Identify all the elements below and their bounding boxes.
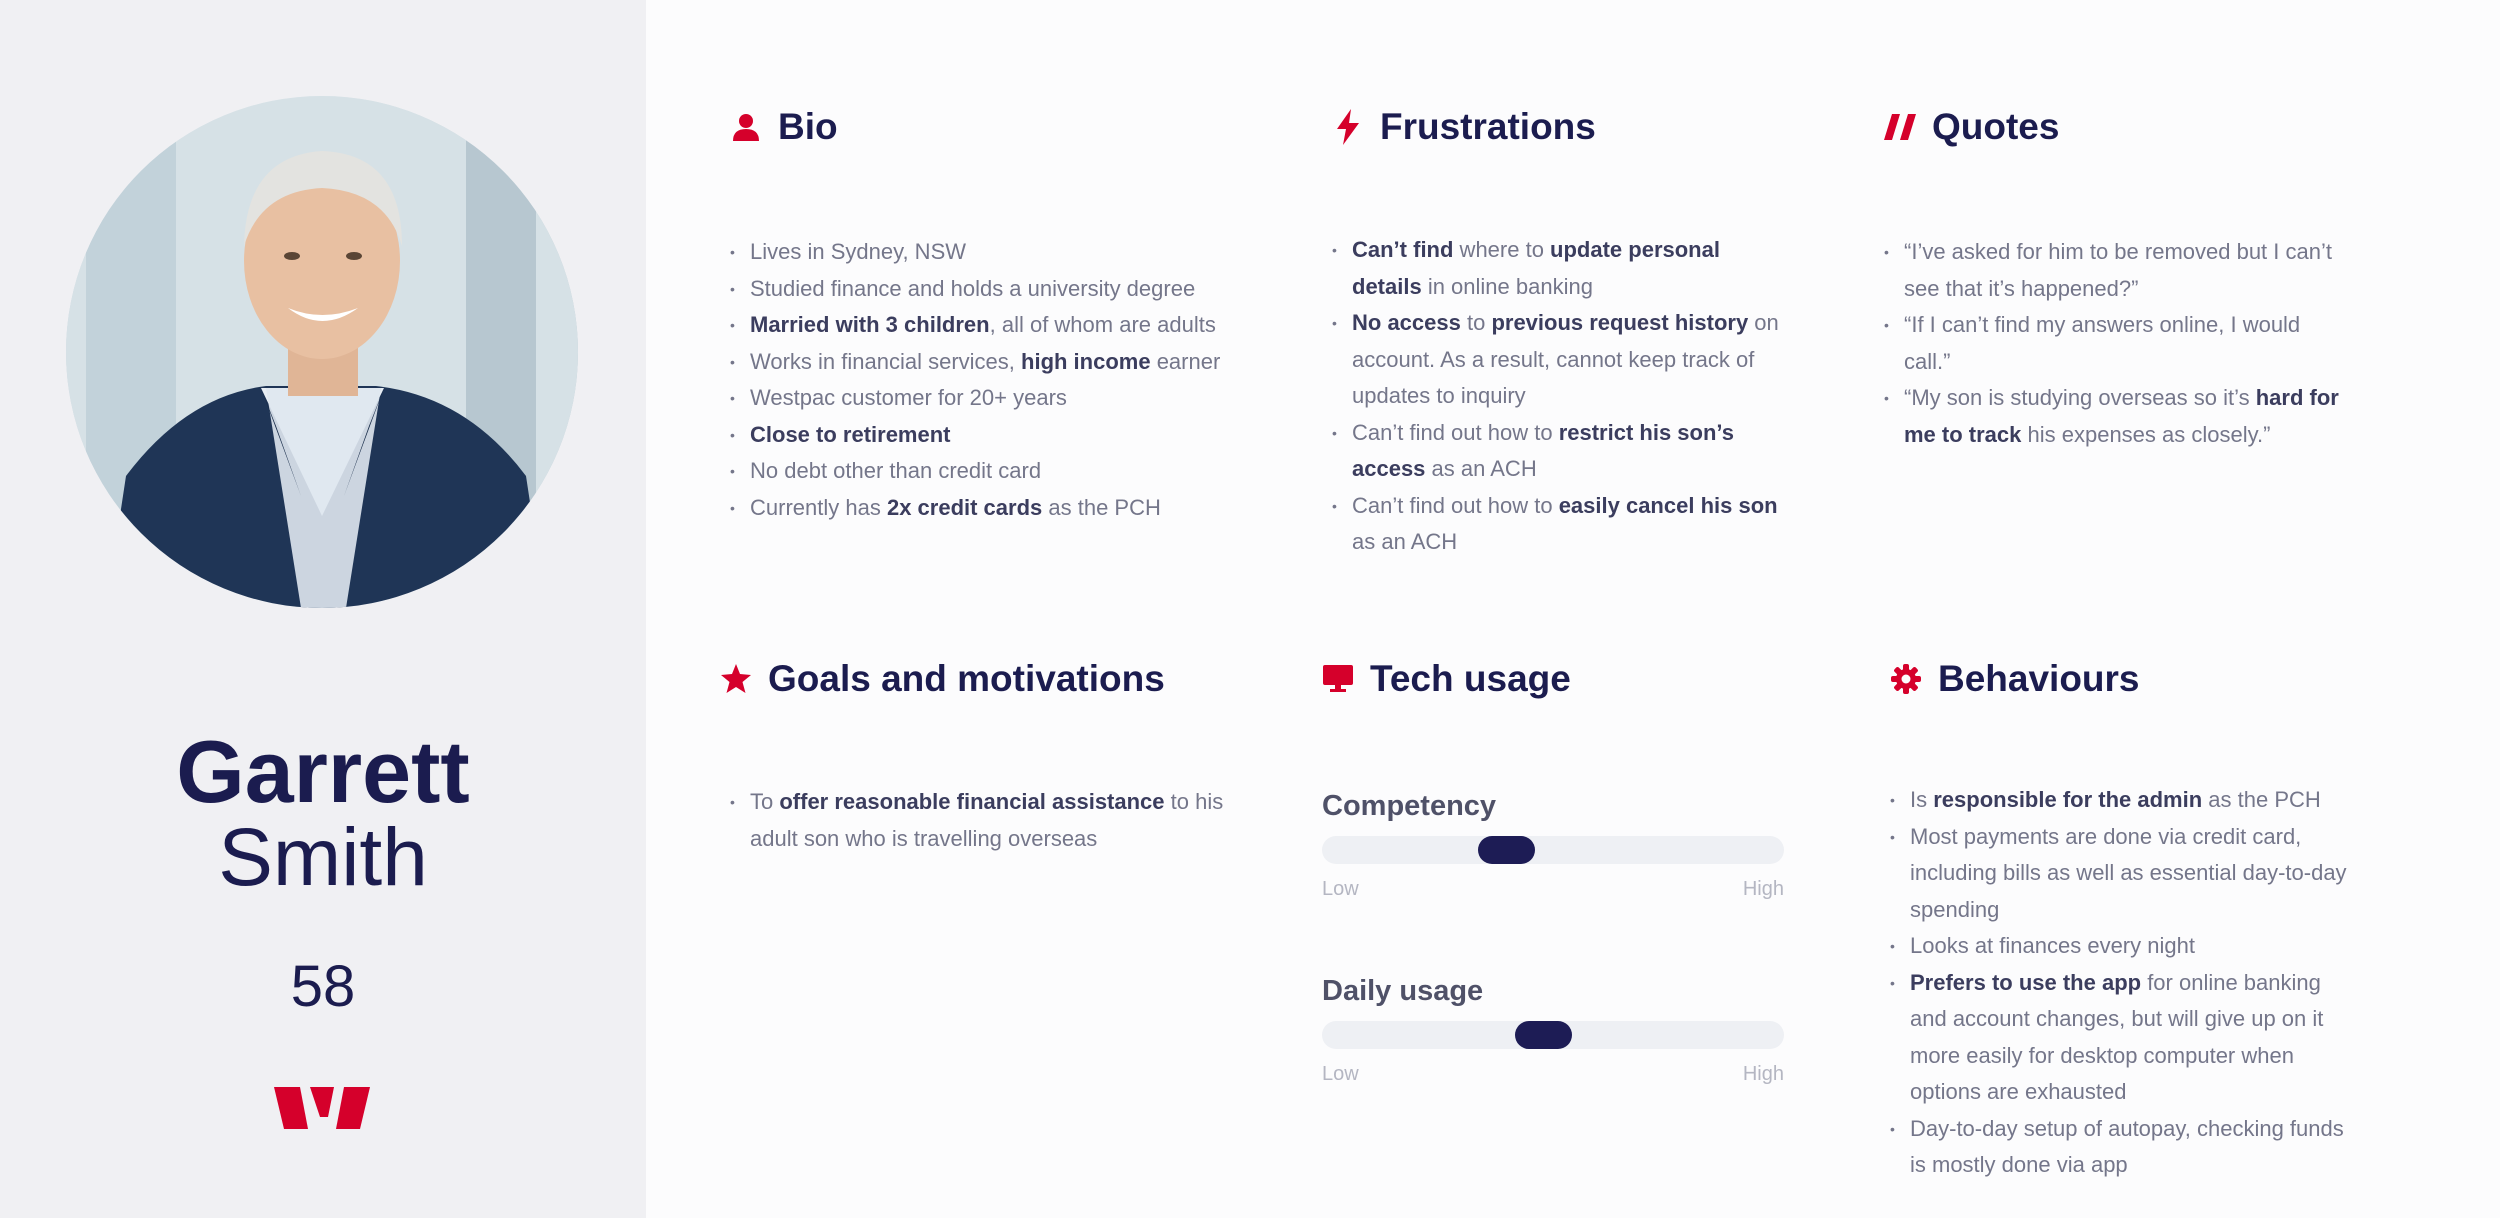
tech-meters	[1322, 788, 1802, 1086]
emphasis-text: No access	[1352, 310, 1461, 335]
item-text: “My son is studying overseas so it’s	[1904, 385, 2256, 410]
persona-last-name: Smith	[218, 812, 428, 903]
goals-list	[730, 784, 1240, 857]
emphasis-text: easily cancel his son	[1558, 492, 1778, 518]
meter-indicator	[1478, 836, 1535, 864]
frustrations-list	[1332, 232, 1792, 561]
frustrations-section	[1332, 102, 1792, 561]
behaviours-item	[1890, 928, 2350, 965]
item-text: Can’t find out how to	[1352, 419, 1559, 445]
bio-section	[730, 102, 1250, 526]
bio-item	[730, 380, 1250, 417]
persona-age: 58	[290, 954, 356, 1019]
westpac-logo	[274, 1087, 370, 1129]
bio-header	[730, 102, 1250, 152]
item-text: for online banking and account changes, but will give up on it more easily for desktop computer when options are exhausted	[1910, 969, 2324, 1104]
monitor-icon	[1322, 663, 1354, 695]
goals-item	[730, 784, 1240, 857]
emphasis-text: offer reasonable financial assistance	[779, 789, 1165, 814]
behaviours-header	[1890, 654, 2350, 704]
item-text: as an ACH	[1425, 456, 1537, 481]
meter-scale	[1322, 1063, 1784, 1086]
item-text: earner	[1150, 348, 1221, 374]
gear-icon	[1890, 663, 1922, 695]
person-icon	[730, 111, 762, 143]
persona-photo	[66, 96, 578, 608]
item-text: Is	[1910, 787, 1934, 812]
quotes-item	[1884, 380, 2344, 453]
bio-item	[730, 453, 1250, 490]
behaviours-section	[1890, 654, 2350, 1184]
bio-list	[730, 234, 1250, 526]
item-text: Currently has	[750, 494, 887, 520]
emphasis-text: Married with 3 children	[750, 312, 990, 337]
item-text: Lives in Sydney, NSW	[750, 239, 967, 264]
item-text: Most payments are done via credit card, including bills as well as essential day-to-day spending	[1910, 823, 2347, 922]
item-text: to his adult son who is travelling overseas	[750, 789, 1224, 851]
bio-item	[730, 271, 1250, 308]
emphasis-text: high income	[1021, 348, 1151, 374]
behaviours-title: Behaviours	[1938, 658, 2140, 699]
meter-high-label: High	[1742, 1063, 1784, 1085]
quotes-title: Quotes	[1932, 106, 2060, 147]
bio-item	[730, 490, 1250, 527]
meter-high-label: High	[1742, 878, 1784, 900]
meter-label: Daily usage	[1322, 975, 1484, 1007]
behaviours-list	[1890, 782, 2350, 1184]
item-text: on account. As a result, cannot keep track of updates to inquiry	[1352, 310, 1779, 408]
quote-icon	[1884, 111, 1916, 143]
item-text: Can’t find out how to	[1352, 492, 1559, 518]
meter-indicator	[1515, 1021, 1572, 1049]
item-text: Works in financial services,	[750, 348, 1022, 374]
bio-item	[730, 307, 1250, 344]
item-text: Westpac customer for 20+ years	[750, 385, 1067, 410]
persona-sidebar	[0, 0, 646, 1218]
behaviours-item	[1890, 819, 2350, 929]
meter-scale	[1322, 878, 1784, 901]
quotes-list	[1884, 234, 2344, 453]
tech-title: Tech usage	[1370, 658, 1571, 699]
goals-header	[720, 654, 1240, 704]
bio-item	[730, 234, 1250, 271]
tech-section	[1322, 654, 1802, 1086]
portrait-illustration	[66, 96, 578, 608]
frustrations-item	[1332, 232, 1792, 305]
usage-meter	[1322, 973, 1802, 1086]
goals-title: Goals and motivations	[768, 658, 1165, 699]
persona-first-name: Garrett	[176, 722, 470, 821]
frustrations-item	[1332, 305, 1792, 415]
meter-low-label: Low	[1322, 1063, 1359, 1085]
item-text: “I’ve asked for him to be removed but I can’t see that it’s happened?”	[1904, 239, 2332, 301]
emphasis-text: Close to retirement	[750, 421, 951, 447]
usage-meter	[1322, 788, 1802, 901]
emphasis-text: Prefers to use the app	[1910, 969, 2142, 995]
item-text: No debt other than credit card	[750, 458, 1042, 483]
bio-title: Bio	[778, 106, 838, 147]
meter-track	[1322, 836, 1784, 864]
emphasis-text: 2x credit cards	[886, 494, 1043, 520]
item-text: to	[1460, 310, 1492, 335]
item-text: Looks at finances every night	[1910, 933, 2195, 958]
meter-track	[1322, 1021, 1784, 1049]
behaviours-item	[1890, 965, 2350, 1111]
frustrations-item	[1332, 488, 1792, 561]
emphasis-text: responsible for the admin	[1933, 787, 2203, 812]
item-text: his expenses as closely.”	[2021, 421, 2271, 447]
item-text: Day-to-day setup of autopay, checking funds is mostly done via app	[1910, 1115, 2344, 1177]
quotes-header	[1884, 102, 2344, 152]
star-icon	[720, 663, 752, 695]
item-text: as an ACH	[1352, 529, 1458, 554]
meter-low-label: Low	[1322, 878, 1359, 900]
item-text: as the PCH	[2202, 787, 2321, 812]
frustrations-header	[1332, 102, 1792, 152]
emphasis-text: hard for me to track	[1904, 385, 2339, 447]
item-text: To	[750, 789, 780, 814]
emphasis-text: restrict his son’s access	[1352, 419, 1734, 481]
lightning-icon	[1332, 111, 1364, 143]
frustrations-title: Frustrations	[1380, 106, 1596, 147]
bio-item	[730, 417, 1250, 454]
quotes-item	[1884, 307, 2344, 380]
quotes-item	[1884, 234, 2344, 307]
item-text: where to	[1453, 237, 1551, 262]
behaviours-item	[1890, 1111, 2350, 1184]
emphasis-text: Can’t find	[1352, 237, 1454, 262]
behaviours-item	[1890, 782, 2350, 819]
item-text: as the PCH	[1042, 494, 1161, 520]
meter-label: Competency	[1322, 790, 1497, 822]
goals-section	[720, 654, 1240, 857]
item-text: “If I can’t find my answers online, I would call.”	[1904, 312, 2301, 374]
item-text: Studied finance and holds a university degree	[750, 275, 1196, 301]
item-text: , all of whom are adults	[989, 312, 1216, 337]
emphasis-text: previous request history	[1491, 310, 1749, 335]
bio-item	[730, 344, 1250, 381]
quotes-section	[1884, 102, 2344, 453]
frustrations-item	[1332, 415, 1792, 488]
tech-header	[1322, 654, 1802, 704]
item-text: in online banking	[1421, 273, 1593, 299]
emphasis-text: update personal details	[1352, 237, 1720, 299]
